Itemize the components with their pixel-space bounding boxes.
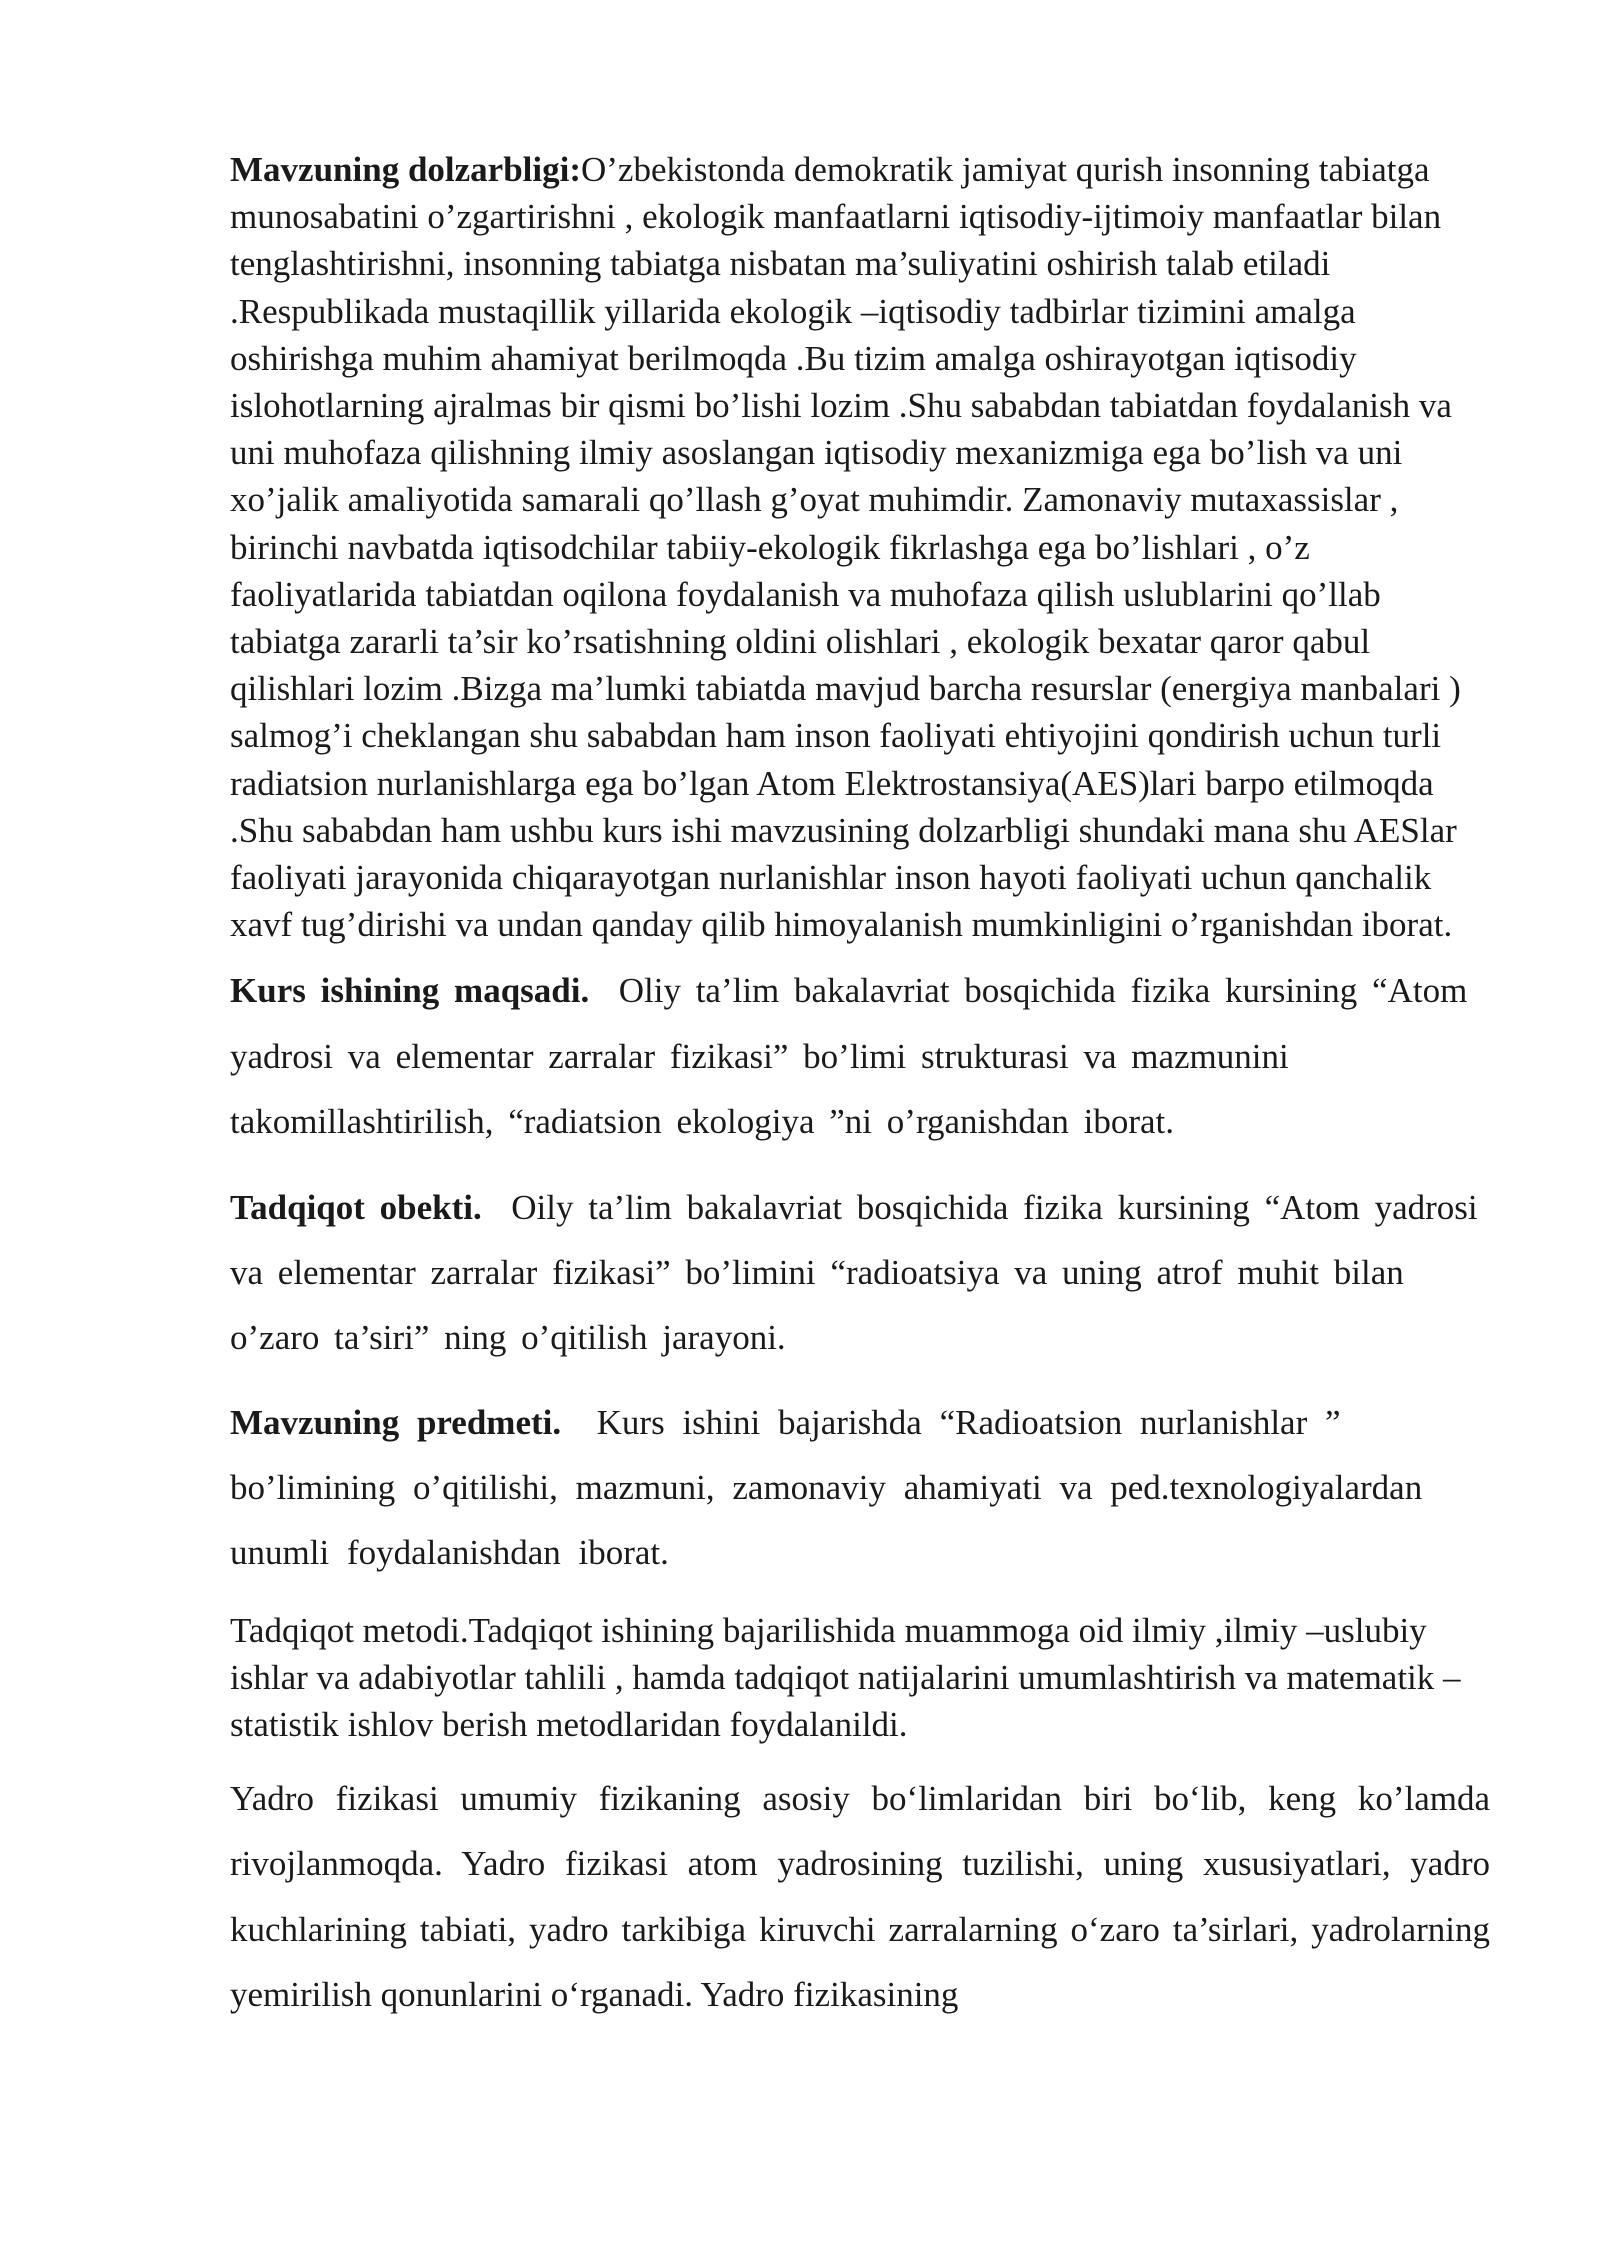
subject-text: Kurs ishini bajarishda “Radioatsion nurlanishlar ” bo’limining o’qitilishi, mazmuni, zamonaviy ahamiyati va ped.texnologiyalardan unumli foydalanishdan iborat. bbox=[230, 1402, 1423, 1572]
method-paragraph bbox=[230, 1607, 1490, 1748]
nuclear-physics-paragraph bbox=[230, 1766, 1490, 2028]
subject-paragraph bbox=[230, 1390, 1490, 1585]
subject-heading: Mavzuning predmeti. bbox=[230, 1402, 562, 1442]
document-body bbox=[230, 146, 1490, 2028]
object-text: Oily ta’lim bakalavriat bosqichida fizika kursining “Atom yadrosi va elementar zarralar fizikasi” bo’limini “radioatsiya va uning atrof muhit bilan o’zaro ta’siri” ning o’qitilish jarayoni. bbox=[230, 1187, 1478, 1357]
method-text: Tadqiqot metodi.Tadqiqot ishining bajarilishida muammoga oid ilmiy ,ilmiy –uslubiy ishlar va adabiyotlar tahlili , hamda tadqiqot natijalarini umumlashtirish va matematik –statistik ishlov berish metodlaridan foydalanildi. bbox=[230, 1610, 1461, 1744]
relevance-text: O’zbekistonda demokratik jamiyat qurish insonning tabiatga munosabatini o’zgartirishni , ekologik manfaatlarni iqtisodiy-ijtimoiy manfaatlar bilan tenglashtirishni, insonning tabiatga nisbatan ma’suliyatini oshirish talab etiladi .Respublikada mustaqillik yillarida ekologik –iqtisodiy tadbirlar tizimini amalga oshirishga muhim ahamiyat berilmoqda .Bu tizim amalga oshirayotgan iqtisodiy islohotlarning ajralmas bir qismi bo’lishi lozim .Shu sababdan tabiatdan foydalanish va uni muhofaza qilishning ilmiy asoslangan iqtisodiy mexanizmiga ega bo’lish va uni xo’jalik amaliyotida samarali qo’llash g’oyat muhimdir. Zamonaviy mutaxassislar , birinchi navbatda iqtisodchilar tabiiy-ekologik fikrlashga ega bo’lishlari , o’z faoliyatlarida tabiatdan oqilona foydalanish va muhofaza qilish uslublarini qo’llab tabiatga zararli ta’sir ko’rsatishning oldini olishlari , ekologik bexatar qaror qabul qilishlari lozim .Bizga ma’lumki tabiatda mavjud barcha resurslar (energiya manbalari ) salmog’i cheklangan shu sababdan ham inson faoliyati ehtiyojini qondirish uchun turli radiatsion nurlanishlarga ega bo’lgan Atom Elektrostansiya(AES)lari barpo etilmoqda .Shu sababdan ham ushbu kurs ishi mavzusining dolzarbligi shundaki mana shu AESlar faoliyati jarayonida chiqarayotgan nurlanishlar inson hayoti faoliyati uchun qanchalik xavf tug’dirishi va undan qanday qilib himoyalanish mumkinligini o’rganishdan iborat. bbox=[230, 150, 1461, 945]
nuclear-physics-text: Yadro fizikasi umumiy fizikaning asosiy bo‘limlaridan biri bo‘lib, keng ko’lamda rivojlanmoqda. Yadro fizikasi atom yadrosining tuzilishi, uning xususiyatlari, yadro kuchlarining tabiati, yadro tarkibiga kiruvchi zarralarning o‘zaro ta’sirlari, yadrolarning yemirilish qonunlarini o‘rganadi. Yadro fizikasining bbox=[230, 1778, 1490, 2015]
object-paragraph bbox=[230, 1175, 1490, 1370]
goal-heading: Kurs ishining maqsadi. bbox=[230, 971, 590, 1011]
goal-paragraph bbox=[230, 958, 1490, 1155]
goal-text: Oliy ta’lim bakalavriat bosqichida fizika kursining “Atom yadrosi va elementar zarralar fizikasi” bo’limi strukturasi va mazmunini takomillashtirilish, “radiatsion ekologiya ”ni o’rganishdan iborat. bbox=[230, 971, 1468, 1142]
relevance-heading: Mavzuning dolzarbligi: bbox=[230, 150, 581, 189]
relevance-paragraph bbox=[230, 146, 1490, 948]
object-heading: Tadqiqot obekti. bbox=[230, 1187, 482, 1227]
